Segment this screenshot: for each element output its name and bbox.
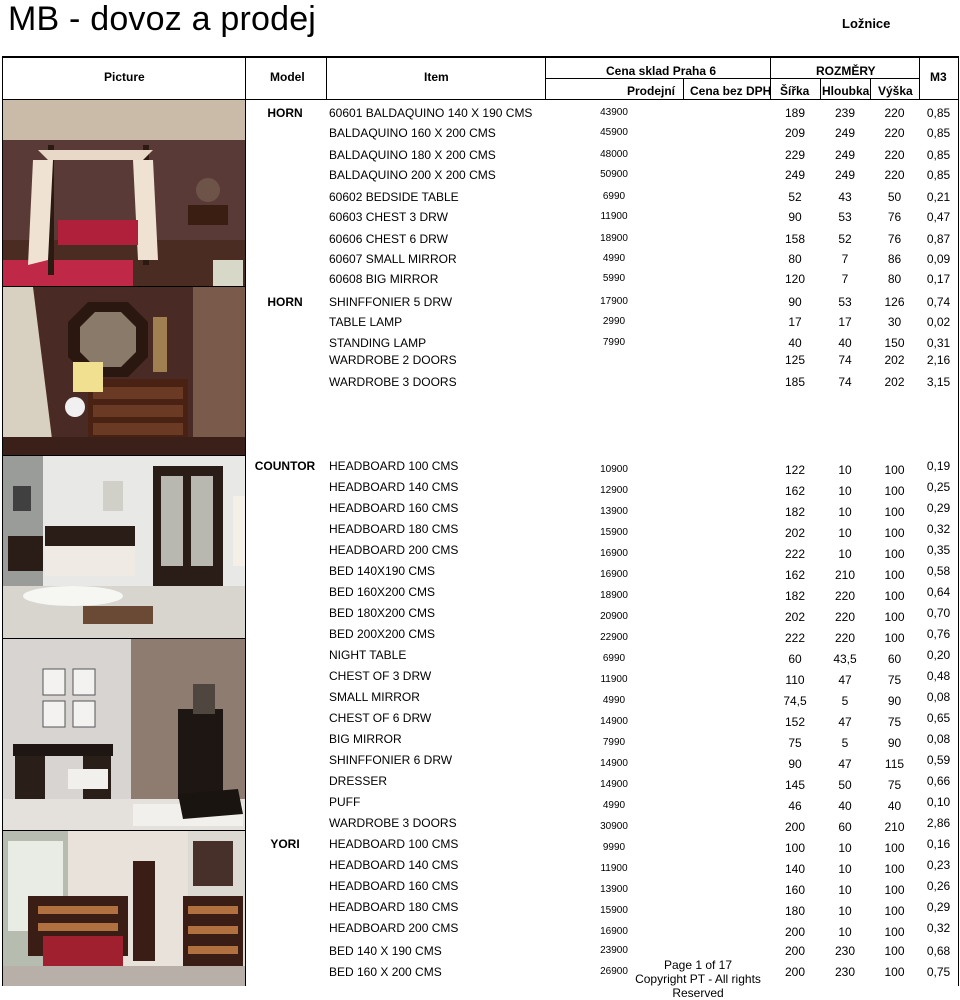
dim-depth: 40 <box>838 799 852 813</box>
dim-width: 100 <box>784 841 806 855</box>
col-m3: M3 <box>930 70 947 84</box>
dim-height: 220 <box>884 126 905 140</box>
volume-m3: 0,58 <box>926 564 951 578</box>
model-name: COUNTOR <box>254 459 316 473</box>
item-name: BALDAQUINO 180 X 200 CMS <box>329 148 496 162</box>
dim-height: 126 <box>884 295 905 309</box>
price-prodejni: 48000 <box>600 149 628 160</box>
volume-m3: 3,15 <box>926 375 951 389</box>
dim-height: 76 <box>887 232 902 246</box>
dim-height: 100 <box>884 965 905 979</box>
dim-depth: 249 <box>834 126 856 140</box>
dim-width: 152 <box>784 715 806 729</box>
dim-height: 100 <box>884 944 905 958</box>
item-name: WARDROBE 3 DOORS <box>329 375 457 389</box>
price-prodejni: 12900 <box>600 485 628 496</box>
price-prodejni: 11900 <box>600 863 628 874</box>
price-prodejni: 18900 <box>600 233 628 244</box>
price-prodejni: 26900 <box>600 966 628 977</box>
dim-height: 100 <box>884 904 905 918</box>
item-name: BED 140X190 CMS <box>329 564 436 578</box>
volume-m3: 0,85 <box>926 168 951 182</box>
item-name: BED 180X200 CMS <box>329 606 436 620</box>
item-name: 60603 CHEST 3 DRW <box>329 210 448 224</box>
volume-m3: 0,68 <box>926 944 951 958</box>
dim-depth: 210 <box>834 568 856 582</box>
dim-width: 200 <box>784 820 806 834</box>
dim-width: 122 <box>784 463 806 477</box>
volume-m3: 0,75 <box>926 965 951 979</box>
dim-width: 125 <box>784 353 806 367</box>
volume-m3: 0,48 <box>926 669 951 683</box>
price-prodejni: 30900 <box>600 821 628 832</box>
volume-m3: 0,20 <box>926 648 951 662</box>
dim-depth: 10 <box>838 505 852 519</box>
price-prodejni: 4990 <box>602 695 626 706</box>
volume-m3: 0,17 <box>926 272 951 286</box>
volume-m3: 0,23 <box>926 858 951 872</box>
col-dims-group: ROZMĚRY <box>816 64 876 78</box>
dim-depth: 10 <box>838 547 852 561</box>
dim-width: 202 <box>784 526 806 540</box>
price-prodejni: 2990 <box>602 316 626 327</box>
dim-width: 120 <box>784 272 806 286</box>
dim-height: 220 <box>884 168 905 182</box>
dim-height: 100 <box>884 925 905 939</box>
dim-depth: 10 <box>838 484 852 498</box>
item-name: 60608 BIG MIRROR <box>329 272 439 286</box>
dim-depth: 10 <box>838 883 852 897</box>
volume-m3: 0,66 <box>926 774 951 788</box>
dim-depth: 220 <box>834 631 856 645</box>
dim-height: 75 <box>887 673 902 687</box>
copyright: Copyright PT - All rights Reserved <box>635 972 761 1000</box>
volume-m3: 0,74 <box>926 295 951 309</box>
volume-m3: 0,25 <box>926 480 951 494</box>
price-prodejni: 5990 <box>602 273 626 284</box>
dim-height: 100 <box>884 610 905 624</box>
item-name: DRESSER <box>329 774 388 788</box>
dim-height: 150 <box>884 336 905 350</box>
price-prodejni: 9990 <box>602 842 626 853</box>
dim-width: 46 <box>788 799 802 813</box>
dim-width: 90 <box>788 210 802 224</box>
item-name: BED 200X200 CMS <box>329 627 436 641</box>
dim-depth: 10 <box>838 925 852 939</box>
item-name: 60606 CHEST 6 DRW <box>329 232 448 246</box>
dim-width: 17 <box>788 315 802 329</box>
item-name: HEADBOARD 140 CMS <box>329 858 459 872</box>
dim-depth: 53 <box>838 295 852 309</box>
item-name: SMALL MIRROR <box>329 690 420 704</box>
col-picture: Picture <box>104 70 145 84</box>
volume-m3: 0,31 <box>926 336 951 350</box>
price-prodejni: 13900 <box>600 506 628 517</box>
volume-m3: 0,02 <box>926 315 951 329</box>
dim-width: 160 <box>784 883 806 897</box>
item-name: BALDAQUINO 160 X 200 CMS <box>329 126 496 140</box>
dim-height: 100 <box>884 484 905 498</box>
dim-height: 100 <box>884 862 905 876</box>
item-name: SHINFFONIER 6 DRW <box>329 753 453 767</box>
dim-depth: 10 <box>838 463 852 477</box>
dim-depth: 47 <box>838 757 852 771</box>
dim-width: 158 <box>784 232 806 246</box>
price-prodejni: 11900 <box>600 211 628 222</box>
page-footer <box>608 958 788 1000</box>
price-prodejni: 6990 <box>602 653 626 664</box>
item-name: CHEST OF 6 DRW <box>329 711 432 725</box>
item-name: HEADBOARD 160 CMS <box>329 501 459 515</box>
dim-height: 115 <box>884 757 905 771</box>
dim-depth: 52 <box>838 232 852 246</box>
price-prodejni: 17900 <box>600 296 628 307</box>
section-name: Ložnice <box>842 16 891 31</box>
price-prodejni: 11900 <box>600 674 628 685</box>
item-name: HEADBOARD 200 CMS <box>329 921 459 935</box>
item-name: CHEST OF 3 DRW <box>329 669 432 683</box>
dim-width: 74,5 <box>783 694 807 708</box>
volume-m3: 0,85 <box>926 148 951 162</box>
dim-depth: 17 <box>838 315 852 329</box>
dim-depth: 220 <box>834 589 856 603</box>
dim-width: 60 <box>788 652 802 666</box>
price-prodejni: 15900 <box>600 905 628 916</box>
model-name: YORI <box>270 837 300 851</box>
item-name: 60601 BALDAQUINO 140 X 190 CMS <box>329 106 533 120</box>
dim-width: 162 <box>784 568 806 582</box>
dim-depth: 43 <box>838 190 852 204</box>
dim-width: 229 <box>784 148 806 162</box>
dim-width: 80 <box>788 252 802 266</box>
item-name: 60602 BEDSIDE TABLE <box>329 190 459 204</box>
col-bez-dph: Cena bez DPH <box>690 84 772 98</box>
dim-height: 90 <box>887 736 902 750</box>
dim-height: 210 <box>884 820 905 834</box>
item-name: STANDING LAMP <box>329 336 427 350</box>
item-name: HEADBOARD 100 CMS <box>329 837 459 851</box>
furniture-photo-icon <box>3 100 245 286</box>
volume-m3: 0,29 <box>926 900 951 914</box>
volume-m3: 0,19 <box>926 459 951 473</box>
dim-width: 249 <box>784 168 806 182</box>
dim-width: 110 <box>785 673 805 687</box>
item-name: BIG MIRROR <box>329 732 402 746</box>
dim-height: 202 <box>884 353 905 367</box>
dim-depth: 7 <box>841 272 849 286</box>
volume-m3: 0,76 <box>926 627 951 641</box>
volume-m3: 0,10 <box>926 795 951 809</box>
dim-height: 76 <box>887 210 902 224</box>
dim-width: 202 <box>784 610 806 624</box>
dim-height: 60 <box>887 652 902 666</box>
dim-width: 180 <box>784 904 806 918</box>
col-model: Model <box>270 70 305 84</box>
dim-depth: 249 <box>834 148 856 162</box>
item-name: WARDROBE 3 DOORS <box>329 816 457 830</box>
volume-m3: 0,32 <box>926 921 951 935</box>
dim-height: 86 <box>887 252 902 266</box>
price-prodejni: 23900 <box>600 945 628 956</box>
furniture-photo-icon <box>3 456 245 638</box>
dim-width: 90 <box>788 295 802 309</box>
furniture-photo-icon <box>3 639 245 830</box>
volume-m3: 2,86 <box>926 816 951 830</box>
col-depth: Hloubka <box>822 84 870 98</box>
item-name: 60607 SMALL MIRROR <box>329 252 457 266</box>
item-name: HEADBOARD 100 CMS <box>329 459 459 473</box>
volume-m3: 0,08 <box>926 732 951 746</box>
price-prodejni: 10900 <box>600 464 628 475</box>
price-prodejni: 6990 <box>602 191 626 202</box>
dim-depth: 220 <box>834 610 856 624</box>
price-prodejni: 7990 <box>602 337 626 348</box>
dim-width: 140 <box>784 862 806 876</box>
dim-depth: 60 <box>838 820 852 834</box>
price-prodejni: 18900 <box>600 590 628 601</box>
price-prodejni: 20900 <box>600 611 628 622</box>
dim-depth: 230 <box>834 965 856 979</box>
price-prodejni: 15900 <box>600 527 628 538</box>
model-name: HORN <box>267 295 303 309</box>
price-prodejni: 14900 <box>600 716 628 727</box>
volume-m3: 0,85 <box>926 106 951 120</box>
price-prodejni: 14900 <box>600 779 628 790</box>
dim-width: 182 <box>784 589 806 603</box>
price-prodejni: 16900 <box>600 926 628 937</box>
price-prodejni: 50900 <box>600 169 628 180</box>
volume-m3: 0,59 <box>926 753 951 767</box>
dim-height: 40 <box>887 799 902 813</box>
item-name: BALDAQUINO 200 X 200 CMS <box>329 168 496 182</box>
volume-m3: 0,65 <box>926 711 951 725</box>
furniture-photo-icon <box>3 287 245 455</box>
item-name: WARDROBE 2 DOORS <box>329 353 457 367</box>
volume-m3: 0,26 <box>926 879 951 893</box>
volume-m3: 0,70 <box>926 606 951 620</box>
volume-m3: 0,47 <box>926 210 951 224</box>
dim-height: 100 <box>884 631 905 645</box>
volume-m3: 2,16 <box>926 353 951 367</box>
dim-depth: 239 <box>834 106 856 120</box>
dim-depth: 230 <box>834 944 856 958</box>
dim-depth: 10 <box>838 862 852 876</box>
dim-height: 75 <box>887 715 902 729</box>
volume-m3: 0,29 <box>926 501 951 515</box>
dim-width: 52 <box>788 190 802 204</box>
dim-depth: 53 <box>838 210 852 224</box>
col-height: Výška <box>878 84 913 98</box>
item-name: BED 160 X 200 CMS <box>329 965 442 979</box>
volume-m3: 0,08 <box>926 690 951 704</box>
dim-height: 100 <box>884 589 905 603</box>
item-name: HEADBOARD 180 CMS <box>329 522 459 536</box>
price-prodejni: 16900 <box>600 548 628 559</box>
dim-width: 200 <box>784 965 806 979</box>
dim-width: 40 <box>788 336 802 350</box>
item-name: HEADBOARD 180 CMS <box>329 900 459 914</box>
dim-height: 202 <box>884 375 905 389</box>
dim-width: 200 <box>784 925 806 939</box>
price-prodejni: 4990 <box>602 253 626 264</box>
dim-depth: 10 <box>838 904 852 918</box>
dim-depth: 40 <box>838 336 852 350</box>
dim-height: 100 <box>884 463 905 477</box>
volume-m3: 0,09 <box>926 252 951 266</box>
price-prodejni: 16900 <box>600 569 628 580</box>
price-prodejni: 14900 <box>600 758 628 769</box>
col-width: Šířka <box>780 84 810 98</box>
item-name: BED 140 X 190 CMS <box>329 944 442 958</box>
dim-depth: 10 <box>838 526 852 540</box>
dim-width: 222 <box>784 631 806 645</box>
dim-height: 100 <box>884 526 905 540</box>
item-name: TABLE LAMP <box>329 315 403 329</box>
dim-height: 220 <box>884 106 905 120</box>
dim-depth: 47 <box>838 673 852 687</box>
document-title: MB - dovoz a prodej <box>8 0 317 38</box>
dim-width: 182 <box>784 505 806 519</box>
dim-height: 80 <box>887 272 902 286</box>
dim-depth: 43,5 <box>833 652 857 666</box>
volume-m3: 0,64 <box>926 585 951 599</box>
dim-width: 185 <box>784 375 806 389</box>
price-prodejni: 43900 <box>600 107 628 118</box>
col-prodejni: Prodejní <box>627 84 676 98</box>
dim-depth: 74 <box>838 353 852 367</box>
col-item: Item <box>424 70 449 84</box>
dim-height: 100 <box>884 568 905 582</box>
price-prodejni: 13900 <box>600 884 628 895</box>
dim-width: 189 <box>784 106 806 120</box>
dim-width: 162 <box>784 484 806 498</box>
volume-m3: 0,87 <box>926 232 951 246</box>
item-name: NIGHT TABLE <box>329 648 407 662</box>
dim-height: 30 <box>887 315 902 329</box>
dim-width: 200 <box>784 944 806 958</box>
item-name: PUFF <box>329 795 361 809</box>
item-name: HEADBOARD 160 CMS <box>329 879 459 893</box>
volume-m3: 0,16 <box>926 837 951 851</box>
furniture-photo-icon <box>3 831 245 986</box>
price-prodejni: 45900 <box>600 127 628 138</box>
dim-width: 222 <box>784 547 806 561</box>
dim-depth: 5 <box>841 736 849 750</box>
item-name: SHINFFONIER 5 DRW <box>329 295 453 309</box>
dim-height: 100 <box>884 841 905 855</box>
dim-height: 100 <box>884 883 905 897</box>
dim-width: 75 <box>788 736 802 750</box>
dim-depth: 10 <box>838 841 852 855</box>
dim-depth: 5 <box>841 694 849 708</box>
item-name: HEADBOARD 140 CMS <box>329 480 459 494</box>
price-prodejni: 22900 <box>600 632 628 643</box>
dim-depth: 47 <box>838 715 852 729</box>
dim-depth: 74 <box>838 375 852 389</box>
item-name: HEADBOARD 200 CMS <box>329 543 459 557</box>
dim-height: 100 <box>884 547 905 561</box>
col-price-group: Cena sklad Praha 6 <box>606 64 717 78</box>
volume-m3: 0,21 <box>926 190 951 204</box>
dim-width: 90 <box>788 757 802 771</box>
dim-width: 145 <box>784 778 806 792</box>
volume-m3: 0,35 <box>926 543 951 557</box>
dim-depth: 50 <box>838 778 852 792</box>
item-name: BED 160X200 CMS <box>329 585 436 599</box>
dim-height: 100 <box>884 505 905 519</box>
volume-m3: 0,85 <box>926 126 951 140</box>
dim-height: 50 <box>887 190 902 204</box>
dim-height: 75 <box>887 778 902 792</box>
dim-width: 209 <box>784 126 806 140</box>
dim-depth: 7 <box>841 252 849 266</box>
volume-m3: 0,32 <box>926 522 951 536</box>
price-prodejni: 4990 <box>602 800 626 811</box>
model-name: HORN <box>267 106 303 120</box>
dim-height: 220 <box>884 148 905 162</box>
dim-height: 90 <box>887 694 902 708</box>
price-prodejni: 7990 <box>602 737 626 748</box>
dim-depth: 249 <box>834 168 856 182</box>
page-number: Page 1 of 17 <box>663 958 733 972</box>
